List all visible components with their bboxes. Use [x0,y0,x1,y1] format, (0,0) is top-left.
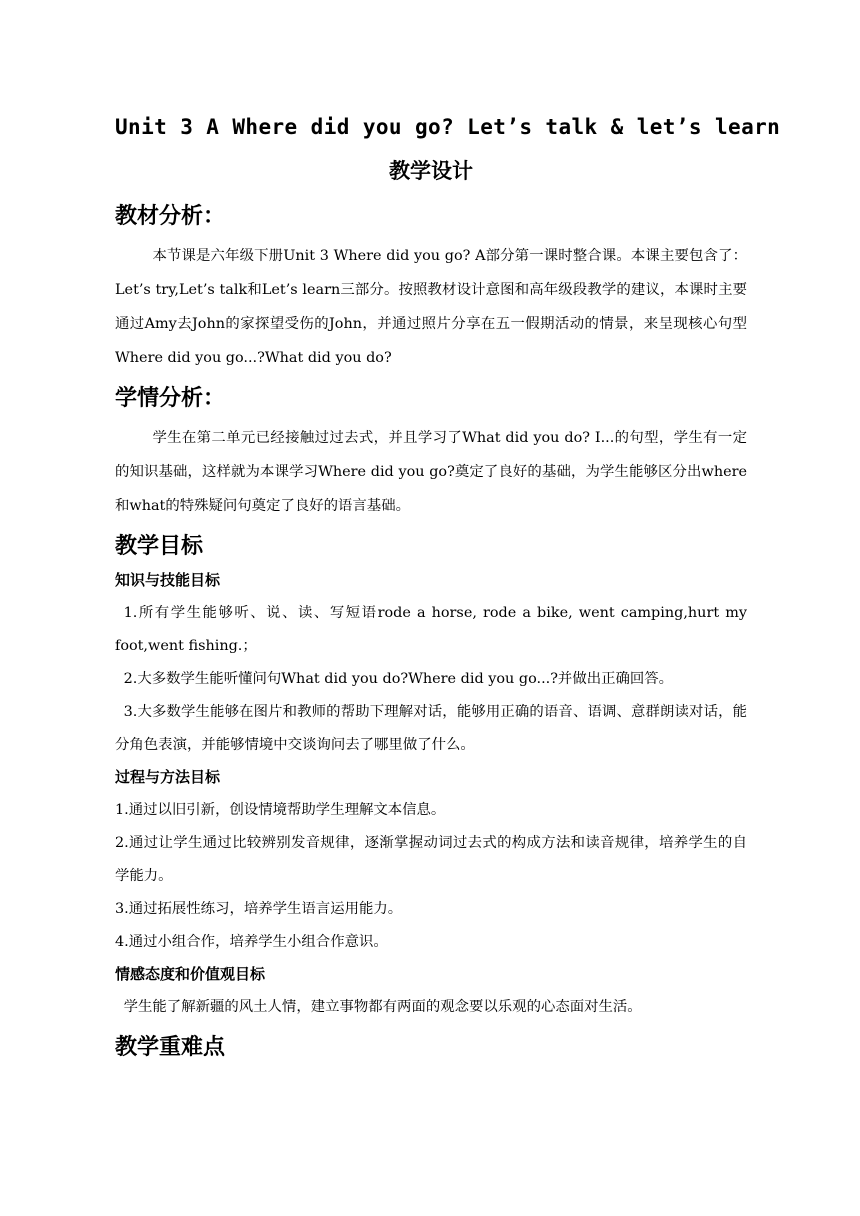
heading-material-analysis: 教材分析： [115,204,226,229]
knowledge-item-3: 3.大多数学生能够在图片和教师的帮助下理解对话，能够用正确的语音、语调、意群朗读对话，能分角色表演，并能够情境中交谈询问去了哪里做了什么。 [115,704,747,753]
emotion-values-paragraph: 学生能了解新疆的风土人情，建立事物都有两面的观念要以乐观的心态面对生活。 [123,999,642,1015]
knowledge-item-1: 1.所有学生能够听、说、读、写短语rode a horse, rode a bike, went camping,hurt my foot,went fishing.； [115,605,747,654]
process-item-4: 4.通过小组合作，培养学生小组合作意识。 [115,934,388,950]
process-item-3: 3.通过拓展性练习，培养学生语言运用能力。 [115,901,403,917]
document-page [115,105,781,1070]
heading-key-difficult-points: 教学重难点 [115,1035,226,1060]
material-analysis-paragraph: 本节课是六年级下册Unit 3 Where did you go? A部分第一课时整合课。本课主要包含了：Let’s try,Let’s talk和Let’s learn三部分。按照教材设计意图和高年级段教学的建议，本课时主要通过Amy去John的家探望受伤的John，并通过照片分享在五一假期活动的情景，来呈现核心句型Where did you go...?What did you do? [115,248,747,366]
heading-teaching-objectives: 教学目标 [115,534,204,559]
process-item-1: 1.通过以旧引新，创设情境帮助学生理解文本信息。 [115,802,446,818]
heading-process-methods: 过程与方法目标 [115,768,221,786]
heading-student-analysis: 学情分析： [115,386,226,411]
heading-knowledge-skills: 知识与技能目标 [115,571,221,589]
knowledge-item-2: 2.大多数学生能听懂问句What did you do?Where did you go...?并做出正确回答。 [123,671,674,687]
process-item-2: 2.通过让学生通过比较辨别发音规律，逐渐掌握动词过去式的构成方法和读音规律，培养学生的自学能力。 [115,835,747,884]
student-analysis-paragraph: 学生在第二单元已经接触过过去式，并且学习了What did you do? I...的句型，学生有一定的知识基础，这样就为本课学习Where did you go?奠定了良好的基础，为学生能够区分出where和what的特殊疑问句奠定了良好的语言基础。 [115,430,747,514]
document-title: Unit 3 A Where did you go? Let’s talk & let’s learn [115,115,781,139]
document-subtitle: 教学设计 [389,159,473,183]
heading-emotion-values: 情感态度和价值观目标 [115,965,266,983]
